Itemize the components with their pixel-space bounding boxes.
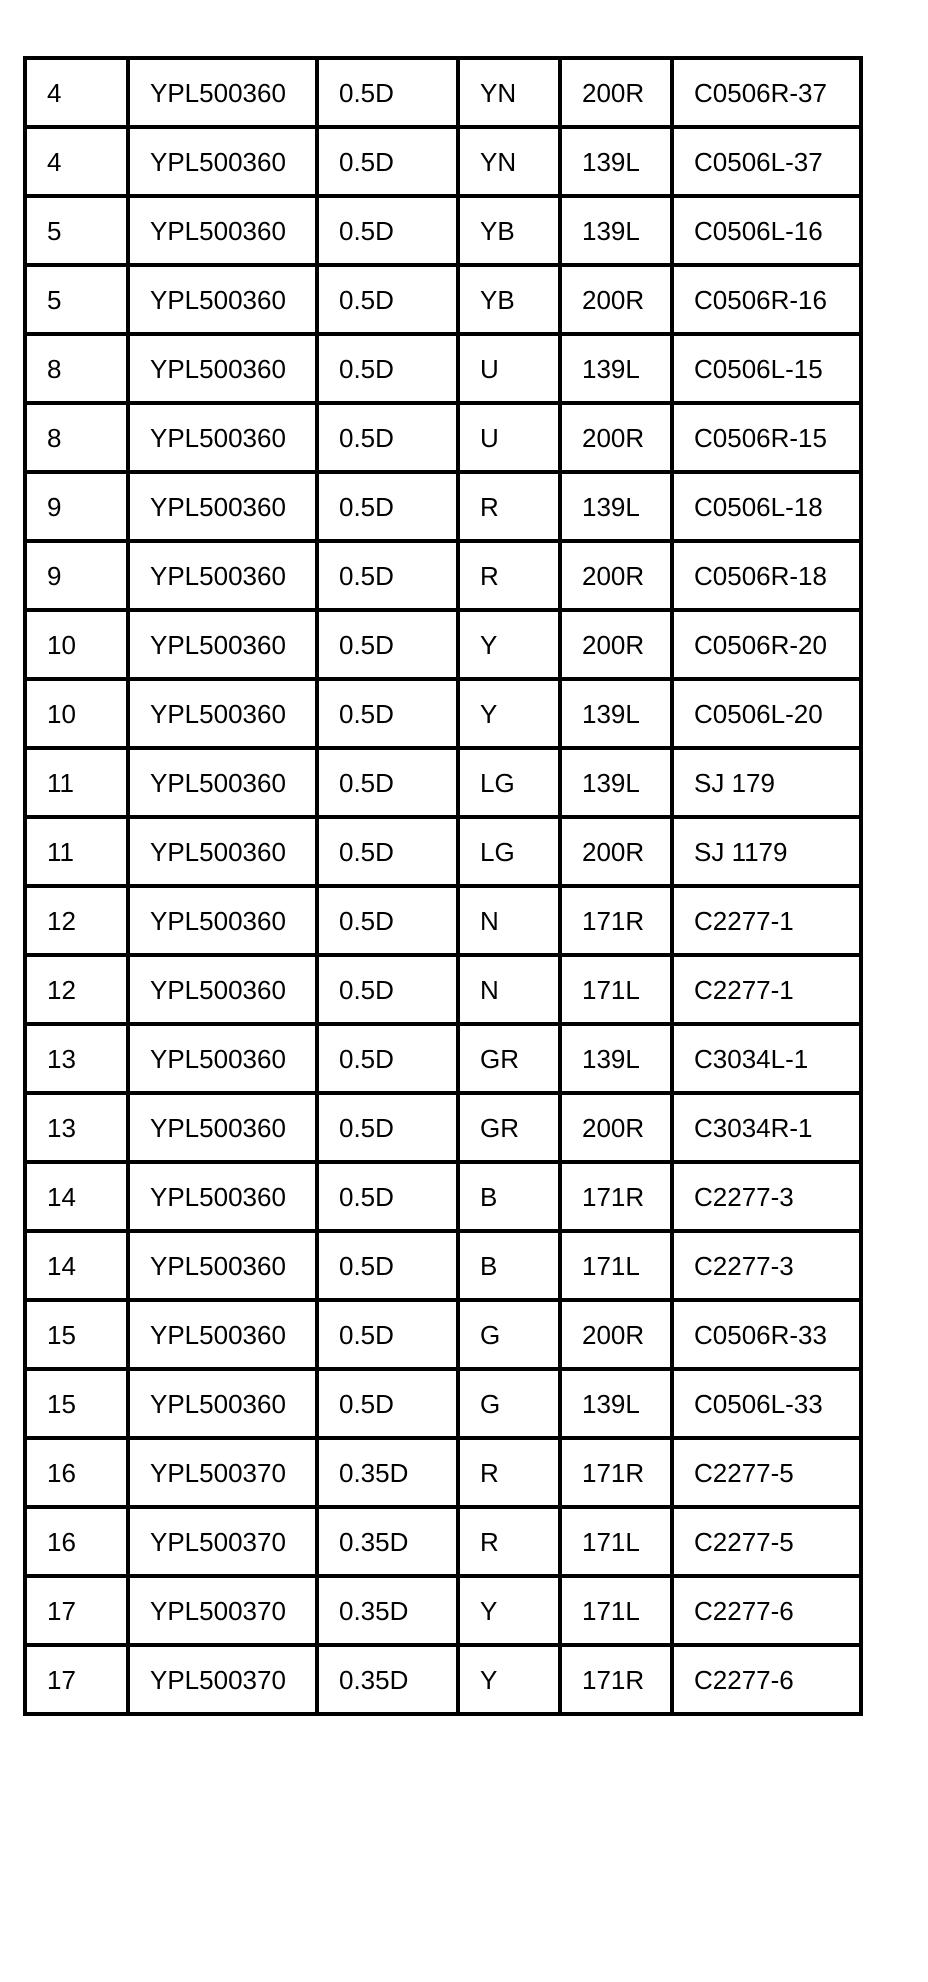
terminal-position-cell: 200R [560, 1093, 672, 1162]
wire-color-cell: G [458, 1369, 560, 1438]
wiring-table [23, 56, 863, 1716]
wire-color-cell: Y [458, 610, 560, 679]
circuit-cell: 5 [25, 265, 128, 334]
wire-size-cell: 0.5D [317, 541, 458, 610]
part-number-cell: YPL500360 [128, 610, 317, 679]
wire-size-cell: 0.5D [317, 472, 458, 541]
terminal-position-cell: 200R [560, 610, 672, 679]
terminal-position-cell: 139L [560, 748, 672, 817]
part-number-cell: YPL500360 [128, 472, 317, 541]
part-number-cell: YPL500360 [128, 1300, 317, 1369]
wire-size-cell: 0.5D [317, 748, 458, 817]
wire-size-cell: 0.5D [317, 265, 458, 334]
connector-cell: C2277-5 [672, 1507, 861, 1576]
document-page [23, 56, 863, 1716]
wire-size-cell: 0.5D [317, 955, 458, 1024]
circuit-cell: 12 [25, 955, 128, 1024]
wire-color-cell: Y [458, 1645, 560, 1714]
part-number-cell: YPL500360 [128, 403, 317, 472]
wire-size-cell: 0.5D [317, 1024, 458, 1093]
connector-cell: C2277-1 [672, 955, 861, 1024]
connector-cell: C2277-3 [672, 1162, 861, 1231]
circuit-cell: 17 [25, 1645, 128, 1714]
connector-cell: C2277-3 [672, 1231, 861, 1300]
wire-color-cell: U [458, 403, 560, 472]
connector-cell: C0506L-16 [672, 196, 861, 265]
circuit-cell: 13 [25, 1024, 128, 1093]
wire-size-cell: 0.35D [317, 1576, 458, 1645]
wire-color-cell: YN [458, 58, 560, 127]
terminal-position-cell: 200R [560, 817, 672, 886]
wire-size-cell: 0.5D [317, 610, 458, 679]
wire-color-cell: Y [458, 679, 560, 748]
connector-cell: C3034R-1 [672, 1093, 861, 1162]
connector-cell: C0506R-33 [672, 1300, 861, 1369]
connector-cell: C3034L-1 [672, 1024, 861, 1093]
wire-color-cell: U [458, 334, 560, 403]
circuit-cell: 14 [25, 1231, 128, 1300]
wire-color-cell: G [458, 1300, 560, 1369]
table-row [25, 1576, 861, 1645]
part-number-cell: YPL500360 [128, 541, 317, 610]
circuit-cell: 4 [25, 127, 128, 196]
connector-cell: C0506R-37 [672, 58, 861, 127]
table-row [25, 955, 861, 1024]
terminal-position-cell: 200R [560, 58, 672, 127]
table-row [25, 1369, 861, 1438]
wire-color-cell: R [458, 541, 560, 610]
wire-color-cell: LG [458, 817, 560, 886]
connector-cell: C0506L-37 [672, 127, 861, 196]
connector-cell: C2277-6 [672, 1576, 861, 1645]
connector-cell: C0506L-20 [672, 679, 861, 748]
circuit-cell: 17 [25, 1576, 128, 1645]
part-number-cell: YPL500370 [128, 1645, 317, 1714]
wire-color-cell: R [458, 472, 560, 541]
part-number-cell: YPL500360 [128, 1369, 317, 1438]
connector-cell: SJ 179 [672, 748, 861, 817]
table-row [25, 748, 861, 817]
terminal-position-cell: 200R [560, 541, 672, 610]
table-row [25, 1645, 861, 1714]
table-row [25, 265, 861, 334]
part-number-cell: YPL500360 [128, 265, 317, 334]
circuit-cell: 5 [25, 196, 128, 265]
connector-cell: C0506R-20 [672, 610, 861, 679]
terminal-position-cell: 139L [560, 196, 672, 265]
wire-size-cell: 0.5D [317, 886, 458, 955]
connector-cell: C0506R-18 [672, 541, 861, 610]
connector-cell: C0506R-15 [672, 403, 861, 472]
part-number-cell: YPL500360 [128, 1162, 317, 1231]
circuit-cell: 10 [25, 610, 128, 679]
wire-color-cell: R [458, 1507, 560, 1576]
table-row [25, 127, 861, 196]
circuit-cell: 15 [25, 1300, 128, 1369]
terminal-position-cell: 171R [560, 1162, 672, 1231]
wire-size-cell: 0.35D [317, 1507, 458, 1576]
wire-size-cell: 0.5D [317, 679, 458, 748]
part-number-cell: YPL500360 [128, 817, 317, 886]
terminal-position-cell: 139L [560, 1024, 672, 1093]
wire-size-cell: 0.35D [317, 1645, 458, 1714]
circuit-cell: 16 [25, 1438, 128, 1507]
terminal-position-cell: 139L [560, 1369, 672, 1438]
terminal-position-cell: 171R [560, 1438, 672, 1507]
terminal-position-cell: 200R [560, 403, 672, 472]
part-number-cell: YPL500360 [128, 334, 317, 403]
connector-cell: C0506L-18 [672, 472, 861, 541]
circuit-cell: 13 [25, 1093, 128, 1162]
part-number-cell: YPL500360 [128, 1024, 317, 1093]
terminal-position-cell: 139L [560, 334, 672, 403]
part-number-cell: YPL500360 [128, 679, 317, 748]
connector-cell: C2277-5 [672, 1438, 861, 1507]
wire-color-cell: N [458, 886, 560, 955]
circuit-cell: 12 [25, 886, 128, 955]
connector-cell: SJ 1179 [672, 817, 861, 886]
circuit-cell: 4 [25, 58, 128, 127]
connector-cell: C0506L-33 [672, 1369, 861, 1438]
terminal-position-cell: 139L [560, 679, 672, 748]
table-row [25, 679, 861, 748]
table-row [25, 610, 861, 679]
circuit-cell: 11 [25, 817, 128, 886]
part-number-cell: YPL500360 [128, 196, 317, 265]
terminal-position-cell: 171R [560, 1645, 672, 1714]
wire-size-cell: 0.5D [317, 127, 458, 196]
wire-size-cell: 0.5D [317, 196, 458, 265]
circuit-cell: 15 [25, 1369, 128, 1438]
table-row [25, 1162, 861, 1231]
wire-color-cell: GR [458, 1024, 560, 1093]
table-row [25, 1024, 861, 1093]
wire-size-cell: 0.5D [317, 1093, 458, 1162]
wire-color-cell: Y [458, 1576, 560, 1645]
table-row [25, 1093, 861, 1162]
terminal-position-cell: 171L [560, 955, 672, 1024]
wire-size-cell: 0.5D [317, 403, 458, 472]
circuit-cell: 14 [25, 1162, 128, 1231]
circuit-cell: 16 [25, 1507, 128, 1576]
part-number-cell: YPL500360 [128, 58, 317, 127]
wire-size-cell: 0.35D [317, 1438, 458, 1507]
wire-size-cell: 0.5D [317, 334, 458, 403]
table-row [25, 196, 861, 265]
table-row [25, 1507, 861, 1576]
part-number-cell: YPL500370 [128, 1507, 317, 1576]
table-row [25, 403, 861, 472]
table-row [25, 1300, 861, 1369]
terminal-position-cell: 200R [560, 265, 672, 334]
terminal-position-cell: 171R [560, 886, 672, 955]
wire-color-cell: YB [458, 196, 560, 265]
wire-color-cell: R [458, 1438, 560, 1507]
wire-size-cell: 0.5D [317, 1162, 458, 1231]
part-number-cell: YPL500360 [128, 127, 317, 196]
wire-size-cell: 0.5D [317, 58, 458, 127]
part-number-cell: YPL500360 [128, 955, 317, 1024]
table-row [25, 541, 861, 610]
wire-color-cell: GR [458, 1093, 560, 1162]
terminal-position-cell: 200R [560, 1300, 672, 1369]
circuit-cell: 8 [25, 334, 128, 403]
wire-color-cell: YN [458, 127, 560, 196]
terminal-position-cell: 171L [560, 1576, 672, 1645]
terminal-position-cell: 171L [560, 1507, 672, 1576]
connector-cell: C0506R-16 [672, 265, 861, 334]
terminal-position-cell: 139L [560, 127, 672, 196]
table-row [25, 472, 861, 541]
part-number-cell: YPL500360 [128, 1093, 317, 1162]
terminal-position-cell: 139L [560, 472, 672, 541]
wire-size-cell: 0.5D [317, 1300, 458, 1369]
part-number-cell: YPL500370 [128, 1438, 317, 1507]
circuit-cell: 11 [25, 748, 128, 817]
connector-cell: C0506L-15 [672, 334, 861, 403]
wire-size-cell: 0.5D [317, 1369, 458, 1438]
table-body [25, 58, 861, 1714]
table-row [25, 58, 861, 127]
part-number-cell: YPL500360 [128, 1231, 317, 1300]
wire-color-cell: B [458, 1231, 560, 1300]
wire-color-cell: LG [458, 748, 560, 817]
wire-color-cell: N [458, 955, 560, 1024]
wire-size-cell: 0.5D [317, 817, 458, 886]
wire-color-cell: YB [458, 265, 560, 334]
table-row [25, 1438, 861, 1507]
table-row [25, 334, 861, 403]
table-row [25, 1231, 861, 1300]
connector-cell: C2277-6 [672, 1645, 861, 1714]
circuit-cell: 8 [25, 403, 128, 472]
wire-color-cell: B [458, 1162, 560, 1231]
part-number-cell: YPL500360 [128, 886, 317, 955]
circuit-cell: 9 [25, 472, 128, 541]
wire-size-cell: 0.5D [317, 1231, 458, 1300]
circuit-cell: 9 [25, 541, 128, 610]
table-row [25, 886, 861, 955]
part-number-cell: YPL500360 [128, 748, 317, 817]
part-number-cell: YPL500370 [128, 1576, 317, 1645]
circuit-cell: 10 [25, 679, 128, 748]
connector-cell: C2277-1 [672, 886, 861, 955]
terminal-position-cell: 171L [560, 1231, 672, 1300]
table-row [25, 817, 861, 886]
